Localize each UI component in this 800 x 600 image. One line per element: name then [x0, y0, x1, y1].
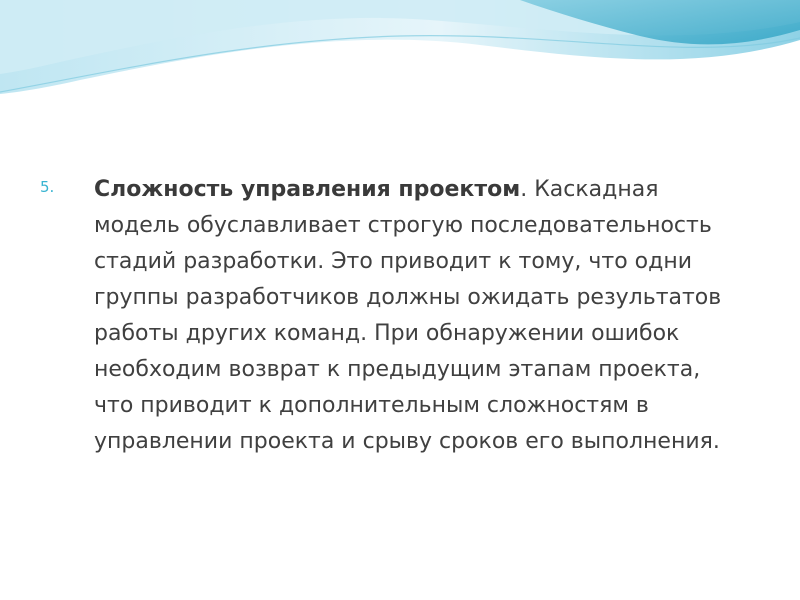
top-wave-decoration — [0, 0, 800, 110]
paragraph-lead: Сложность управления проектом — [94, 177, 521, 202]
list-number: 5. — [40, 178, 55, 196]
list-item — [40, 172, 730, 460]
paragraph-body: . Каскадная модель обуславливает строгую последовательность стадий разработки. Это приводит к тому, что одни группы разработчиков должны ожидать результатов работы других команд. При обнаружении ошибок необходим возврат к предыдущим этапам проекта, что приводит к дополнительным сложностям в управлении проекта и срыву сроков его выполнения. — [94, 177, 722, 454]
paragraph — [94, 172, 730, 460]
